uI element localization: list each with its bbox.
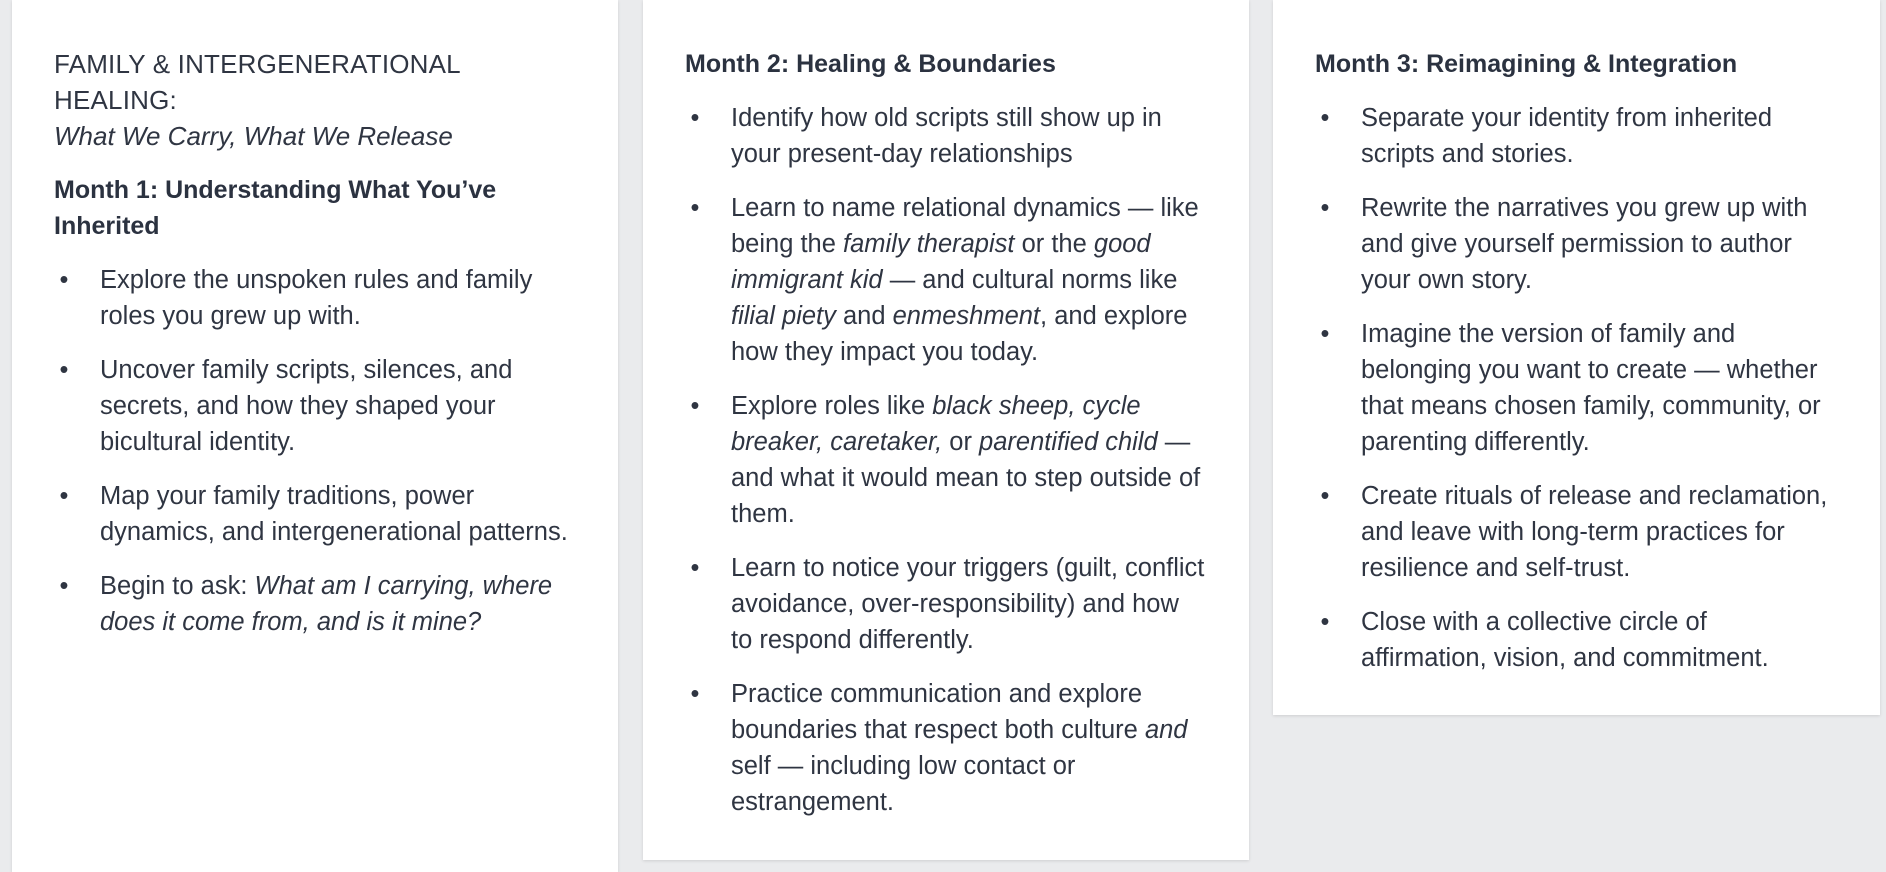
item-text: Explore the unspoken rules and family roles you grew up with.	[100, 266, 533, 330]
list-item	[54, 262, 576, 334]
bullet-icon: •	[1320, 608, 1330, 636]
emphasis-text: good immigrant kid	[731, 230, 1151, 294]
item-text: — and cultural norms like	[882, 266, 1178, 294]
emphasis-text: black sheep, cycle breaker, caretaker,	[731, 392, 1141, 456]
list-item	[1315, 190, 1838, 298]
month-3-card	[1273, 0, 1880, 715]
emphasis-text: What am I carrying, where does it come from, and is it mine?	[100, 572, 553, 636]
bullet-icon: •	[690, 554, 700, 582]
program-title: FAMILY & INTERGENERATIONAL HEALING:	[54, 49, 460, 115]
bullet-icon: •	[690, 392, 700, 420]
month-2-list	[685, 100, 1207, 820]
month-1-list	[54, 262, 576, 640]
item-text: Close with a collective circle of affirmation, vision, and commitment.	[1361, 608, 1769, 672]
emphasis-text: and	[1144, 716, 1188, 744]
emphasis-text: filial piety	[731, 302, 836, 330]
item-text: or the	[1014, 230, 1094, 258]
bullet-icon: •	[59, 482, 69, 510]
item-text: Map your family traditions, power dynamics, and intergenerational patterns.	[100, 482, 568, 546]
item-text: Explore roles like	[731, 392, 933, 420]
item-text: Imagine the version of family and belonging you want to create — whether that means chosen family, community, or parenting differently.	[1361, 320, 1821, 456]
emphasis-text: parentified child	[979, 428, 1158, 456]
list-item	[1315, 478, 1838, 586]
item-text: Separate your identity from inherited scripts and stories.	[1361, 104, 1773, 168]
bullet-icon: •	[1320, 104, 1330, 132]
bullet-icon: •	[1320, 482, 1330, 510]
emphasis-text: family therapist	[843, 230, 1015, 258]
program-subtitle: What We Carry, What We Release	[54, 121, 453, 151]
list-item	[685, 676, 1207, 820]
emphasis-text: enmeshment	[892, 302, 1041, 330]
bullet-icon: •	[690, 680, 700, 708]
item-text: Rewrite the narratives you grew up with and give yourself permission to author your own story.	[1361, 194, 1808, 294]
bullet-icon: •	[690, 194, 700, 222]
month-2-card	[643, 0, 1249, 860]
list-item	[1315, 604, 1838, 676]
list-item	[685, 550, 1207, 658]
bullet-icon: •	[59, 356, 69, 384]
item-text: or	[942, 428, 980, 456]
item-text: Create rituals of release and reclamation, and leave with long-term practices for resilience and self-trust.	[1361, 482, 1828, 582]
item-text: Identify how old scripts still show up in your present-day relationships	[731, 104, 1162, 168]
item-text: self — including low contact or estrangement.	[731, 752, 1076, 816]
item-text: Learn to name relational dynamics — like being the	[731, 194, 1199, 258]
item-text: — and what it would mean to step outside of them.	[731, 428, 1201, 528]
list-item	[1315, 316, 1838, 460]
bullet-icon: •	[59, 266, 69, 294]
bullet-icon: •	[1320, 320, 1330, 348]
item-text: Learn to notice your triggers (guilt, conflict avoidance, over-responsibility) and how to respond differently.	[731, 554, 1205, 654]
item-text: Practice communication and explore boundaries that respect both culture	[731, 680, 1145, 744]
bullet-icon: •	[1320, 194, 1330, 222]
list-item	[685, 100, 1207, 172]
month-2-heading: Month 2: Healing & Boundaries	[685, 50, 1056, 78]
list-item	[1315, 100, 1838, 172]
item-text: Begin to ask:	[100, 572, 255, 600]
list-item	[54, 352, 576, 460]
list-item	[685, 190, 1207, 370]
item-text: , and explore how they impact you today.	[731, 302, 1188, 366]
item-text: Uncover family scripts, silences, and secrets, and how they shaped your bicultural identity.	[100, 356, 513, 456]
bullet-icon: •	[690, 104, 700, 132]
month-1-heading: Month 1: Understanding What You’ve Inherited	[54, 176, 497, 240]
month-3-heading: Month 3: Reimagining & Integration	[1315, 50, 1738, 78]
month-1-card	[12, 0, 618, 872]
list-item	[54, 568, 576, 640]
item-text: and	[835, 302, 893, 330]
month-3-list	[1315, 100, 1838, 676]
list-item	[685, 388, 1207, 532]
bullet-icon: •	[59, 572, 69, 600]
list-item	[54, 478, 576, 550]
